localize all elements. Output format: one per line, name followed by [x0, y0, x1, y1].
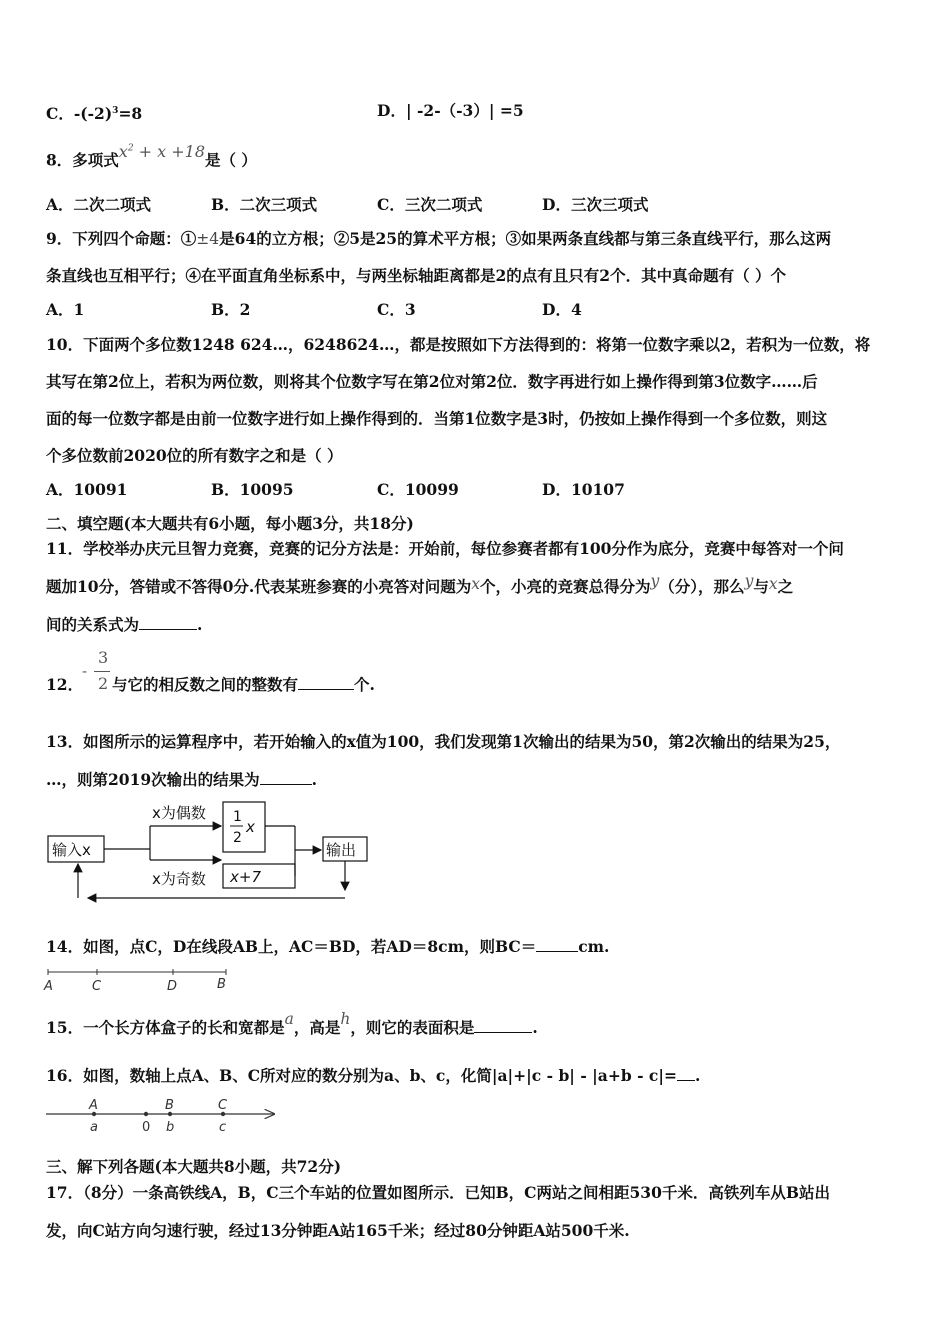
label-b: B	[217, 977, 226, 992]
q11-line3: 间的关系式为 .	[46, 615, 203, 634]
odd-label: x为奇数	[152, 870, 206, 888]
even-label: x为偶数	[152, 804, 206, 822]
q16-answer-blank[interactable]	[677, 1065, 695, 1081]
svg-text:x: x	[246, 818, 255, 836]
point-c-label: C	[218, 1098, 228, 1113]
q13-flow-diagram	[40, 798, 380, 908]
q14-segment-figure	[40, 964, 240, 994]
output-label: 输出	[326, 841, 357, 859]
q13-line2: …，则第2019次输出的结果为 .	[46, 770, 318, 789]
q9-option-b: B．2	[211, 300, 251, 319]
section-3-heading: 三、解下列各题(本大题共8小题，共72分)	[46, 1157, 342, 1176]
q10-option-b: B．10095	[211, 480, 294, 499]
q15-answer-blank[interactable]	[474, 1017, 532, 1033]
q8-option-a: A．二次二项式	[46, 195, 152, 214]
q11-answer-blank[interactable]	[139, 614, 197, 630]
q17-line2: 发，向C站方向匀速行驶，经过13分钟距A站165千米；经过80分钟距A站500千米.	[46, 1221, 630, 1240]
q10-line4: 个多位数前2020位的所有数字之和是（ ）	[46, 446, 343, 465]
q8-option-d: D．三次三项式	[542, 195, 649, 214]
q7-option-c: C．$-(-2)^3=8$	[46, 104, 143, 124]
q9-stem-line2: 条直线也互相平行；④在平面直角坐标系中，与两坐标轴距离都是2的点有且只有2个．其中真命题有（ ）个	[46, 266, 786, 285]
q14-answer-blank[interactable]	[536, 936, 578, 952]
input-label: 输入x	[52, 841, 91, 859]
point-a-label: A	[89, 1098, 98, 1113]
value-a-label: a	[90, 1120, 98, 1135]
q17-line1: 17．（8分）一条高铁线A，B，C三个车站的位置如图所示．已知B，C两站之间相距530千米．高铁列车从B站出	[46, 1183, 830, 1202]
label-c: C	[92, 979, 102, 994]
svg-text:1: 1	[233, 809, 242, 825]
q10-option-c: C．10099	[377, 480, 459, 499]
q12-answer-blank[interactable]	[298, 674, 354, 690]
plus7-label: x+7	[230, 868, 261, 886]
q13-line1: 13．如图所示的运算程序中，若开始输入的x值为100，我们发现第1次输出的结果为50，第2次输出的结果为25，	[46, 732, 841, 751]
q12-num: 12．	[46, 675, 84, 694]
q9-option-a: A．1	[46, 300, 85, 319]
q10-line3: 面的每一位数字都是由前一位数字进行如上操作得到的．当第1位数字是3时，仍按如上操作得到一个多位数，则这	[46, 409, 828, 428]
half-box	[223, 802, 265, 852]
q16-stem: 16．如图，数轴上点A、B、C所对应的数分别为a、b、c，化简|a|+|c - b| - |a+b - c|= .	[46, 1066, 701, 1085]
value-b-label: b	[166, 1120, 175, 1135]
q8-option-c: C．三次二项式	[377, 195, 483, 214]
q13-answer-blank[interactable]	[260, 769, 312, 785]
q8-stem: 8．多项式$x^2 + x +18$是（ ）	[46, 142, 257, 170]
q8-option-b: B．二次三项式	[211, 195, 318, 214]
q10-line1: 10．下面两个多位数1248 624…，6248624…，都是按照如下方法得到的：将第一位数字乘以2，若积为一位数，将	[46, 335, 871, 354]
label-a: A	[44, 979, 53, 994]
q9-option-d: D．4	[542, 300, 582, 319]
q10-option-a: A．10091	[46, 480, 128, 499]
q14-stem: 14．如图，点C，D在线段AB上，AC＝BD，若AD＝8cm，则BC＝ cm.	[46, 937, 610, 956]
q16-number-line	[40, 1096, 285, 1138]
zero-label: 0	[142, 1120, 151, 1135]
svg-text:2: 2	[233, 830, 242, 846]
q10-option-d: D．10107	[542, 480, 625, 499]
q7-option-d: D．| -2-（-3）| =5	[377, 101, 524, 120]
q11-line2: 题加10分，答错或不答得0分.代表某班参赛的小亮答对问题为x个，小亮的竞赛总得分为y（分），那么y与x之	[46, 572, 794, 596]
section-2-heading: 二、填空题(本大题共有6小题，每小题3分，共18分)	[46, 514, 414, 533]
q9-stem-line1: 9．下列四个命题：①±4是64的立方根；②5是25的算术平方根；③如果两条直线都与第三条直线平行，那么这两	[46, 229, 832, 248]
q9-option-c: C．3	[377, 300, 416, 319]
q10-line2: 其写在第2位上，若积为两位数，则将其个位数字写在第2位对第2位．数字再进行如上操作得到第3位数字……后	[46, 372, 818, 391]
label-d: D	[167, 979, 178, 994]
q12-stem: 与它的相反数之间的整数有 个.	[112, 675, 375, 694]
value-c-label: c	[219, 1120, 227, 1135]
q12-fraction: - 3 2	[82, 648, 109, 693]
q11-line1: 11．学校举办庆元旦智力竞赛，竞赛的记分方法是：开始前，每位参赛者都有100分作为底分，竞赛中每答对一个问	[46, 539, 844, 558]
q15-stem: 15．一个长方体盒子的长和宽都是a，高是h，则它的表面积是 .	[46, 1010, 538, 1037]
point-b-label: B	[165, 1098, 174, 1113]
